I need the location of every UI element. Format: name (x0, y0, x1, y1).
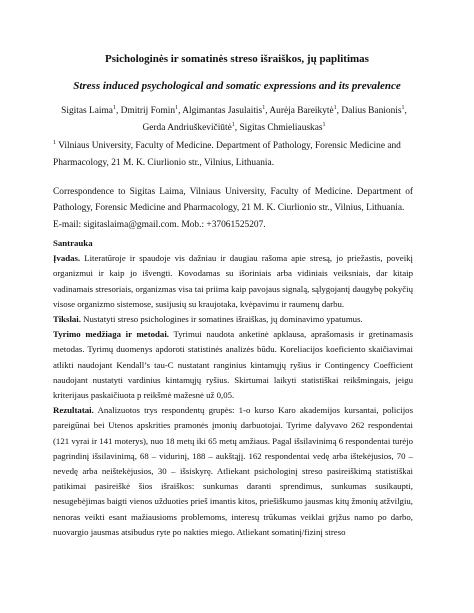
summary-heading: Santrauka (53, 238, 93, 248)
author: Gerda Andriuškevičiūtė$^1$ (142, 121, 235, 133)
author: Dalius Banionis$^1$ (341, 104, 405, 116)
summary-section (53, 236, 413, 540)
author: Sigitas Laima$^1$ (61, 104, 116, 116)
correspondence-block (53, 184, 413, 233)
author: Sigitas Chmieliauskas$^1$ (239, 121, 326, 133)
summary-paragraph-results: Rezultatai. Analizuotos trys respondentų grupės: 1-o kurso Karo akademijos kursantai, policijos pareigūnai bei Utenos apskrities pramonės įmonių darbuotojai. Tyrime dalyvavo 262 respondentai (121 vyrai ir 141 moterys), nuo 18 metų iki 65 metų amžiaus. Pagal išsilavinimą 6 respondentai turėjo pagrindinį išsilavinimą, 68 – vidurinį, 188 – aukštąjį. 162 respondentai vedę arba ištekėjusios, 70 – nevedę arba neištekėjusios, 30 – išsiskyrę. Atliekant psichologinį streso pasireiškimą statistiškai patikimai pasireiškė šios išraiškos: sunkumas daranti sprendimus, sunkumas susikaupti, nesugebėjimas baigti vienos užduoties prieš imantis kitos, priešiškumo jausmas kitų žmonių atžvilgiu, nenoras veikti esant mažiausioms problemoms, interesų trūkumas veiklai grįžus namo po darbo, nuovargio jausmas atsibudus ryte po nakties miego. Atliekant somatinį/fizinį streso (53, 405, 413, 537)
correspondence-text: Correspondence to Sigitas Laima, Vilniaus University, Faculty of Medicine. Department of Pathology, Forensic Medicine and Pharmacology, 21 M. K. Ciurlionio str., Vilnius, Lithuania. (53, 187, 413, 214)
summary-paragraph-intro: Įvadas. Literatūroje ir spaudoje vis dažniau ir daugiau rašoma apie stresą, jo priežastis, poveikį organizmui ir kaip jo išvengti. Kovodamas su išoriniais arba vidiniais veiksniais, dar kitaip vadinamais stresoriais, organizmas visa tai priima kaip pavojaus signalą, sąlygojantį daugybę pokyčių visose organizmo sistemose, susijusių su kraujotaka, kvėpavimu ir raumenų darbu. (53, 253, 413, 309)
title-lithuanian: Psichologinės ir somatinės streso išraiškos, jų paplitimas (105, 53, 369, 65)
affiliation: $^1$ Vilniaus University, Faculty of Medicine. Department of Pathology, Forensic Medicine and Pharmacology, 21 M. K. Ciurlionio str., Vilnius, Lithuania. (53, 139, 401, 168)
title-english: Stress induced psychological and somatic expressions and its prevalence (73, 80, 401, 92)
author-list: Sigitas Laima$^1$, Dmitrij Fomin$^1$, Algimantas Jasulaitis$^1$, Aurėja Bareikytė$^1$, Dalius Banionis$^1$, Gerda Andriuškevičiūtė$^1$, Sigitas Chmieliauskas$^1$ (61, 104, 407, 133)
summary-paragraph-methods: Tyrimo medžiaga ir metodai. Tyrimui naudota anketinė apklausa, aprašomasis ir gretinamasis metodas. Tyrimų duomenys apdoroti statistinės analizės būdu. Koreliacijos koeficiento skaičiavimai atlikti naudojant Kendall’s tau-C nustatant ranginius kintamųjų ryšius ir Contingency Coefficient naudojant nustatyti vardinius kintamųjų ryšius. Skirtumai laikyti statistiškai reikšmingais, jeigu kriterijaus paskaičiuota p reikšmė mažesnė už 0,05. (53, 329, 414, 401)
author: Aurėja Bareikytė$^1$ (269, 104, 337, 116)
author: Algimantas Jasulaitis$^1$ (182, 104, 266, 116)
author: Dmitrij Fomin$^1$ (120, 104, 179, 116)
contact-info: E-mail: sigitaslaima@gmail.com. Mob.: +37061525207. (53, 219, 266, 230)
summary-paragraph-aims: Tikslai. Nustatyti streso psichologines ir somatines išraiškas, jų dominavimo ypatumus. (53, 314, 363, 325)
